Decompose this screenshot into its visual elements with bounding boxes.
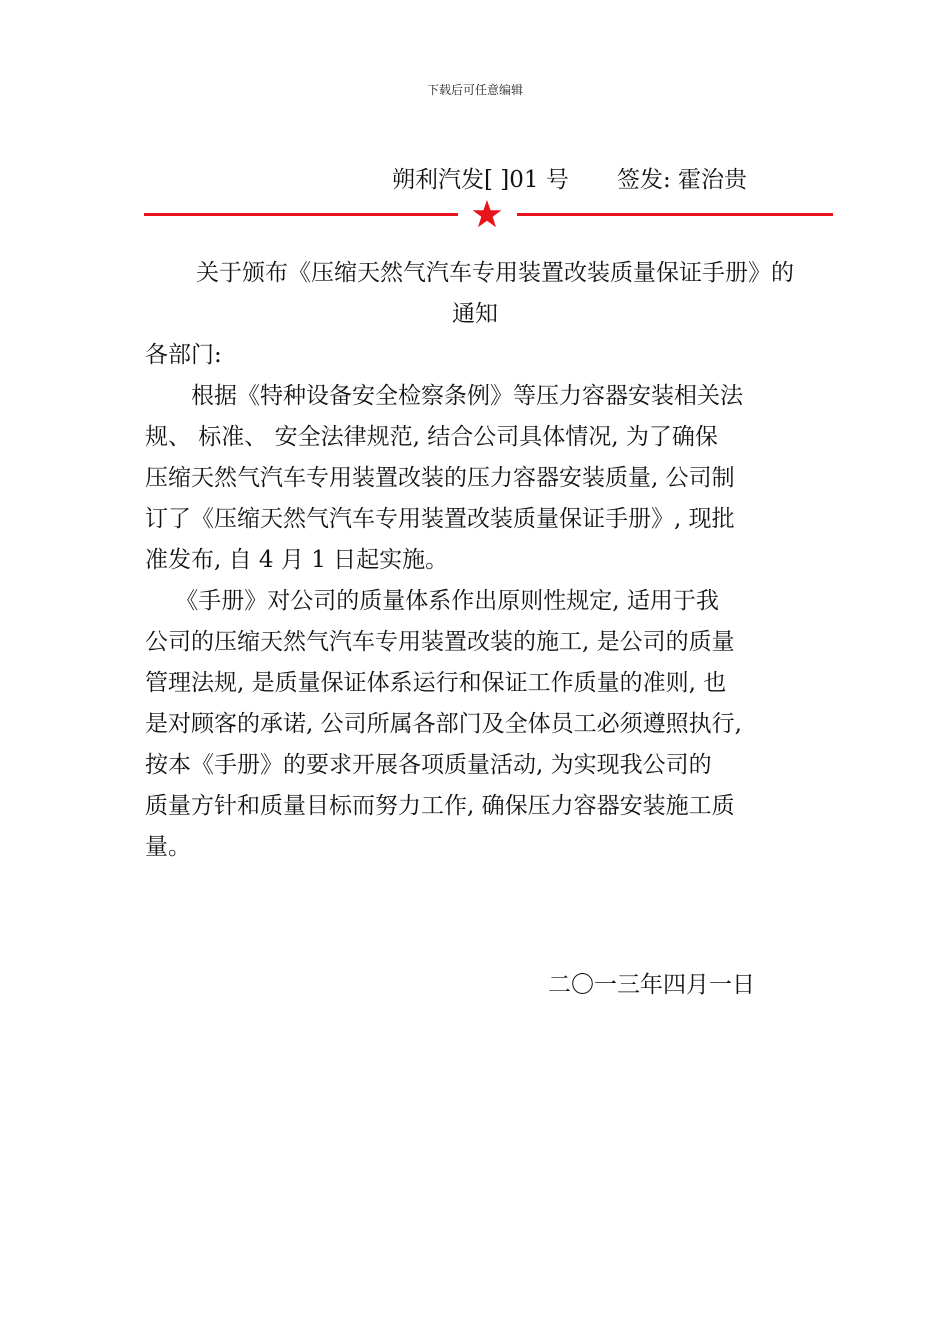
red-divider-left <box>144 213 458 216</box>
red-star-icon <box>470 198 504 232</box>
notice-title-line-2: 通知 <box>452 301 498 327</box>
issue-date: 二〇一三年四月一日 <box>548 972 755 998</box>
salutation: 各部门: <box>145 342 222 368</box>
notice-title-line-1: 关于颁布《压缩天然气汽车专用装置改装质量保证手册》的 <box>196 260 794 286</box>
red-divider-right <box>517 213 833 216</box>
body-line: 根据《特种设备安全检察条例》等压力容器安装相关法 <box>145 383 743 409</box>
body-line: 是对顾客的承诺, 公司所属各部门及全体员工必须遵照执行, <box>145 711 742 737</box>
body-line: 量。 <box>145 834 191 860</box>
body-line: 公司的压缩天然气汽车专用装置改装的施工, 是公司的质量 <box>145 629 735 655</box>
document-number: 朔利汽发[ ]01 号 <box>392 167 569 193</box>
body-line: 订了《压缩天然气汽车专用装置改装质量保证手册》, 现批 <box>145 506 735 532</box>
body-line: 《手册》对公司的质量体系作出原则性规定, 适用于我 <box>145 588 719 614</box>
body-line: 规、 标准、 安全法律规范, 结合公司具体情况, 为了确保 <box>145 424 718 450</box>
body-line: 压缩天然气汽车专用装置改装的压力容器安装质量, 公司制 <box>145 465 735 491</box>
signer: 签发: 霍治贵 <box>617 167 748 193</box>
body-line: 准发布, 自 4 月 1 日起实施。 <box>145 547 449 573</box>
body-line: 管理法规, 是质量保证体系运行和保证工作质量的准则, 也 <box>145 670 727 696</box>
header-note: 下载后可任意编辑 <box>426 83 523 97</box>
body-line: 按本《手册》的要求开展各项质量活动, 为实现我公司的 <box>145 752 712 778</box>
body-line: 质量方针和质量目标而努力工作, 确保压力容器安装施工质 <box>145 793 735 819</box>
